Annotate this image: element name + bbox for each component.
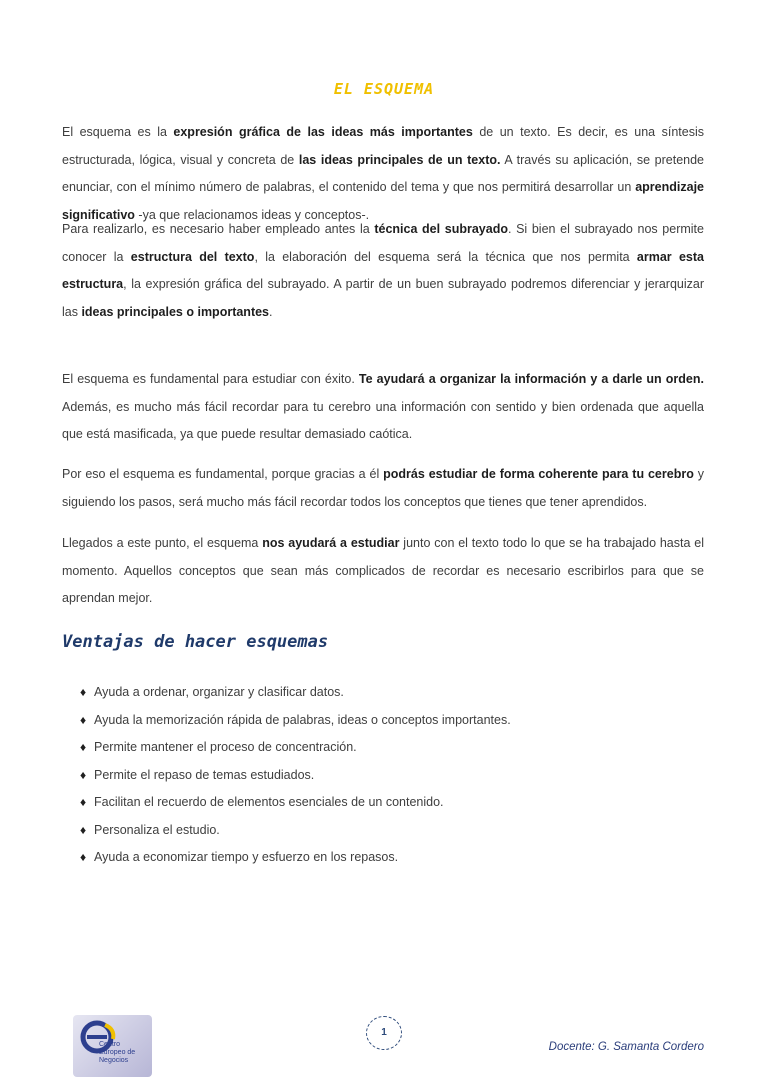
paragraph-4 (62, 461, 704, 516)
emphasis-text: Te ayudará a organizar la información y a darle un orden. (358, 372, 704, 386)
body-text: Para realizarlo, es necesario haber empleado antes la (62, 222, 375, 236)
body-text: . (269, 304, 273, 319)
list-item (80, 844, 511, 872)
list-item (80, 707, 511, 735)
body-text: . Si bien el subrayado nos permite conocer la (62, 222, 704, 264)
list-item-text: Personaliza el estudio. (94, 822, 220, 837)
diamond-bullet-icon: ♦ (80, 850, 87, 864)
body-text: Por eso el esquema es fundamental, porque gracias a él (62, 467, 384, 481)
body-text: y siguiendo los pasos, será mucho más fácil recordar todos los conceptos que tienes que tener aprendidos. (62, 467, 704, 509)
paragraph-5 (62, 530, 704, 613)
paragraph-2 (62, 216, 704, 326)
diamond-bullet-icon: ♦ (80, 795, 87, 809)
body-text: El esquema es la (62, 125, 174, 139)
paragraph-3 (62, 366, 704, 449)
list-item-text: Permite el repaso de temas estudiados. (94, 767, 315, 782)
section-title: Ventajas de hacer esquemas (62, 632, 329, 652)
body-text: junto con el texto todo lo que se ha trabajado hasta el momento. Aquellos conceptos que sean más complicados de recordar es necesario escribirlos para que se aprendan mejor. (62, 536, 704, 605)
emphasis-text: ideas principales o importantes (81, 304, 270, 319)
diamond-bullet-icon: ♦ (80, 740, 87, 754)
list-item (80, 679, 511, 707)
diamond-bullet-icon: ♦ (80, 685, 87, 699)
logo-text: Centro Europeo de Negocios (99, 1041, 136, 1064)
list-item-text: Facilitan el recuerdo de elementos esenciales de un contenido. (94, 795, 444, 809)
emphasis-text: nos ayudará a estudiar (262, 536, 400, 550)
emphasis-text: técnica del subrayado (374, 222, 508, 236)
body-text: , la elaboración del esquema será la técnica que nos permita (254, 249, 637, 264)
list-item (80, 734, 511, 762)
list-item (80, 817, 511, 845)
paragraph-1 (62, 119, 704, 229)
logo (73, 1015, 152, 1077)
diamond-bullet-icon: ♦ (80, 712, 87, 727)
emphasis-text: armar esta estructura (62, 249, 704, 291)
list-item-text: Ayuda a economizar tiempo y esfuerzo en los repasos. (94, 850, 399, 864)
emphasis-text: las ideas principales de un texto. (298, 152, 501, 167)
diamond-bullet-icon: ♦ (80, 822, 87, 837)
emphasis-text: podrás estudiar de forma coherente para tu cerebro (383, 467, 694, 481)
page-number: 1 (366, 1016, 402, 1050)
list-item-text: Permite mantener el proceso de concentración. (94, 740, 357, 754)
body-text: , la expresión gráfica del subrayado. A partir de un buen subrayado podremos diferenciar y jerarquizar las (62, 277, 704, 319)
body-text: de un texto. Es decir, es una síntesis estructurada, lógica, visual y concreta de (62, 125, 704, 167)
list-item (80, 789, 511, 817)
emphasis-text: aprendizaje significativo (62, 180, 704, 222)
list-item-text: Ayuda a ordenar, organizar y clasificar datos. (94, 685, 344, 699)
document-title: EL ESQUEMA (333, 80, 435, 98)
body-text: Además, es mucho más fácil recordar para tu cerebro una información con sentido y bien ordenada que aquella que está masificada, ya que puede resultar demasiado caótica. (62, 399, 704, 441)
list-item-text: Ayuda la memorización rápida de palabras, ideas o conceptos importantes. (94, 712, 511, 727)
emphasis-text: expresión gráfica de las ideas más importantes (173, 125, 473, 139)
advantages-list (80, 679, 511, 872)
emphasis-text: estructura del texto (130, 249, 255, 264)
diamond-bullet-icon: ♦ (80, 767, 87, 782)
author-credit: Docente: G. Samanta Cordero (548, 1041, 704, 1053)
list-item (80, 762, 511, 790)
body-text: -ya que relacionamos ideas y conceptos-. (134, 207, 370, 222)
body-text: A través su aplicación, se pretende enunciar, con el mínimo número de palabras, el contenido del tema y que nos permitirá desarrollar un (62, 152, 704, 194)
body-text: El esquema es fundamental para estudiar con éxito. (62, 372, 359, 386)
body-text: Llegados a este punto, el esquema (62, 536, 263, 550)
